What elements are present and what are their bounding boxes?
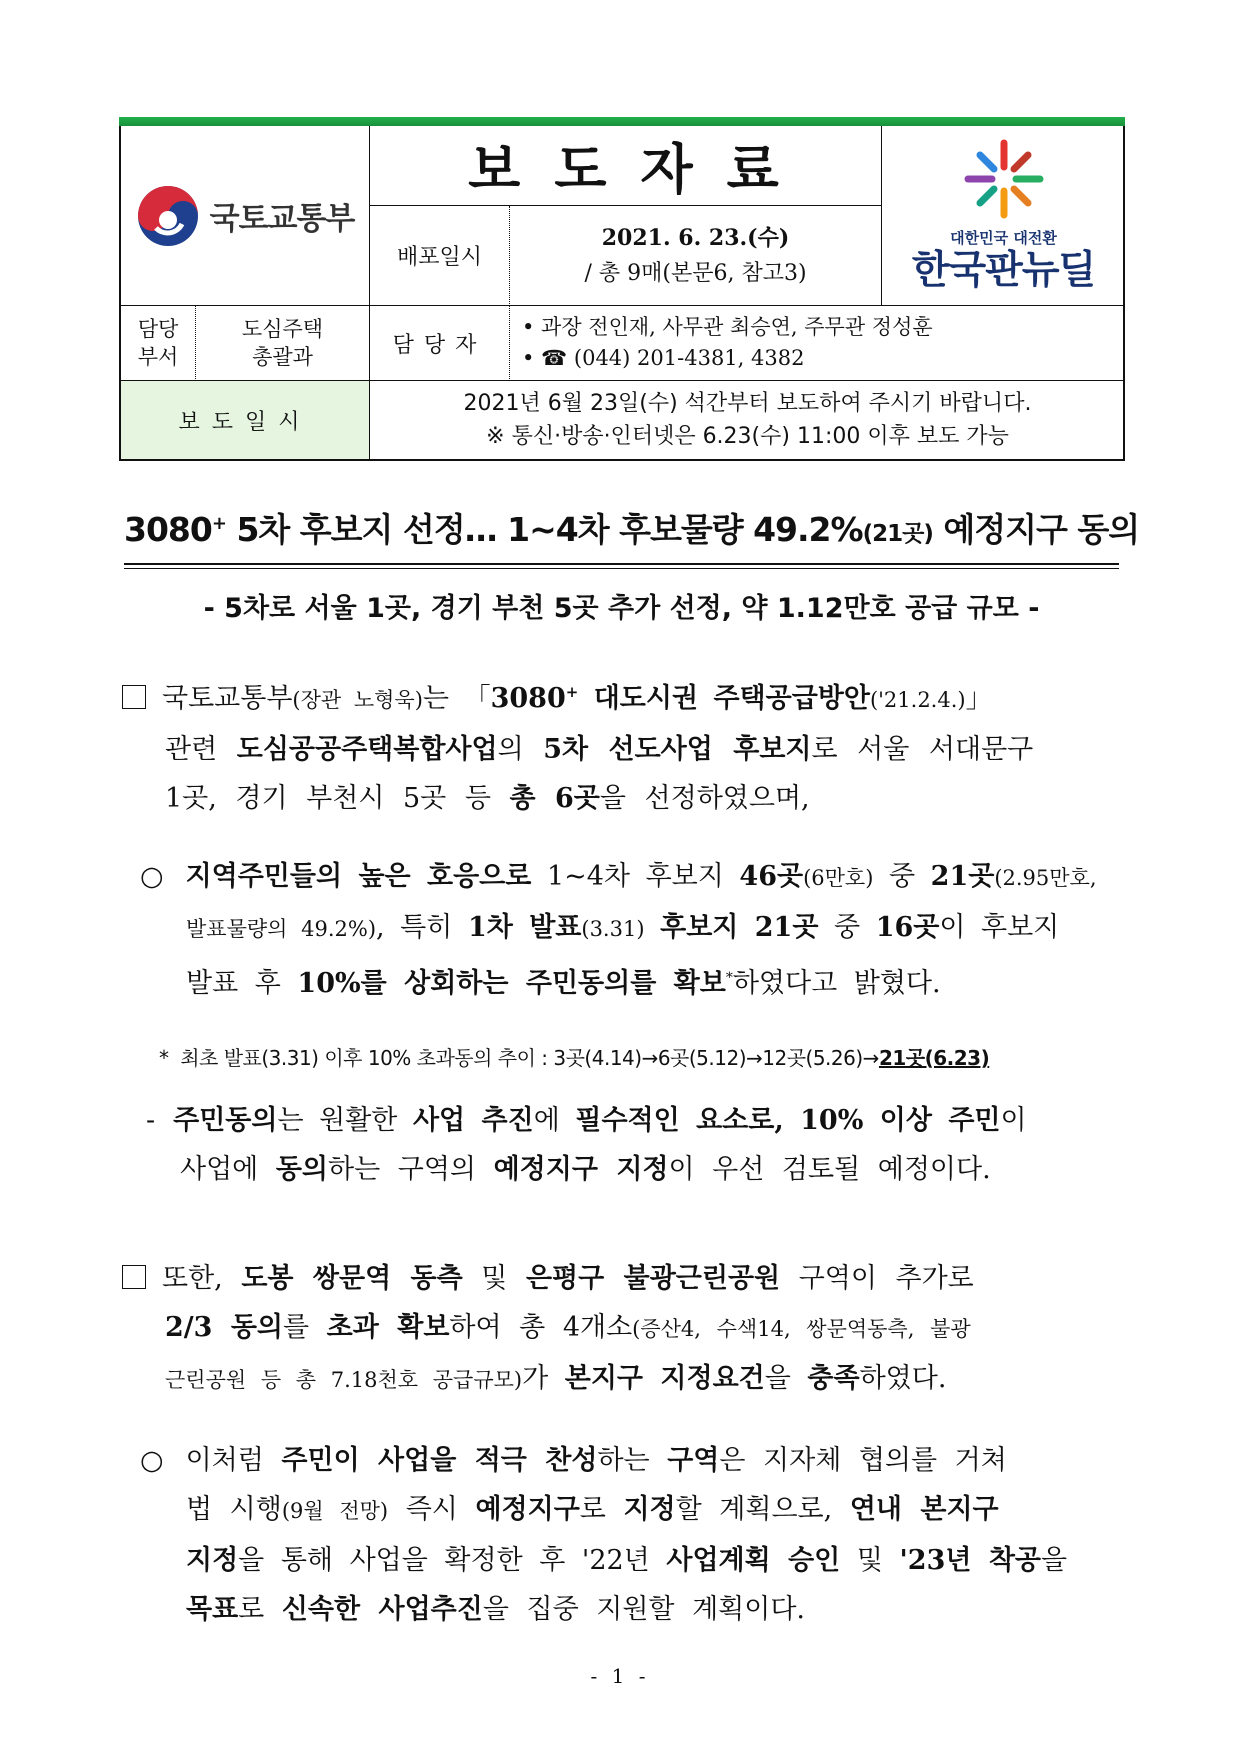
dept-value-line-2: 총괄과 bbox=[252, 345, 313, 369]
brand-title: 한국판뉴딜 bbox=[911, 248, 1096, 293]
headline-double-rule bbox=[124, 563, 1119, 569]
distribution-info bbox=[510, 206, 881, 306]
paragraph-1-bullet: ○ 지역주민들의 높은 호응으로 1~4차 후보지 46곳(6만호) 중 21곳(2.95만호, 발표물량의 49.2%), 특히 1차 발표(3.31) 후보지 21곳 중 16곳이 후보지 발표 후 10%를 상회하는 주민동의를 확보*하였다고 밝혔다. bbox=[140, 861, 1097, 999]
new-deal-logo-cell bbox=[881, 126, 1125, 306]
release-line-1: 2021년 6월 23일(수) 석간부터 보도하여 주시기 바랍니다. bbox=[463, 391, 1032, 416]
paragraph-1-dash: - 주민동의는 원활한 사업 추진에 필수적인 요소로, 10% 이상 주민이 사업에 동의하는 구역의 예정지구 지정이 우선 검토될 예정이다. bbox=[146, 1105, 1027, 1185]
release-info bbox=[370, 381, 1125, 459]
paragraph-1: 국토교통부(장관 노형욱)는 「3080+ 대도시권 주택공급방안('21.2.4.)」 관련 도심공공주택복합사업의 5차 선도사업 후보지로 서울 서대문구 1곳, 경기 부천시 5곳 등 총 6곳을 선정하였으며, bbox=[122, 668, 1125, 823]
contact-info bbox=[510, 306, 1125, 381]
dept-value bbox=[196, 306, 370, 381]
paragraph-2: 또한, 도봉 쌍문역 동측 및 은평구 불광근린공원 구역이 추가로 2/3 동의를 초과 확보하여 총 4개소(증산4, 수색14, 쌍문역동측, 불광 근린공원 등 총 7.18천호 공급규모)가 본지구 지정요건을 충족하였다. bbox=[122, 1254, 1125, 1405]
press-release-header bbox=[119, 117, 1125, 461]
checkbox-bullet-icon bbox=[122, 685, 146, 709]
header-grid bbox=[119, 126, 1125, 461]
dept-label bbox=[121, 306, 196, 381]
contact-phone: • ☎ (044) 201-4381, 4382 bbox=[522, 346, 805, 370]
distribution-label: 배포일시 bbox=[370, 206, 510, 306]
circle-bullet-icon: ○ bbox=[140, 861, 164, 892]
distribution-date: 2021. 6. 23.(수) bbox=[601, 224, 790, 251]
release-label: 보도일시 bbox=[121, 381, 370, 459]
dept-label-line-1: 담당 bbox=[137, 317, 179, 341]
paragraph-2-bullet: ○ 이처럼 주민이 사업을 적극 찬성하는 구역은 지자체 협의를 거쳐 법 시행(9월 전망) 즉시 예정지구로 지정할 계획으로, 연내 본지구 지정을 통해 사업을 확정한 후 '22년 사업계획 승인 및 '23년 착공을 목표로 신속한 사업추진을 집중 지원할 계획이다. bbox=[140, 1445, 1068, 1625]
release-line-2: ※ 통신·방송·인터넷은 6.23(수) 11:00 이후 보도 가능 bbox=[486, 424, 1009, 449]
circle-bullet-icon: ○ bbox=[140, 1445, 164, 1476]
new-deal-star-icon bbox=[962, 137, 1046, 221]
checkbox-bullet-icon bbox=[122, 1265, 146, 1289]
headline bbox=[124, 504, 1140, 551]
headline-post: 예정지구 동의 bbox=[932, 510, 1140, 549]
header-green-rule bbox=[119, 117, 1125, 126]
brand-subtitle: 대한민국 대전환 bbox=[950, 229, 1057, 247]
ministry-name: 국토교통부 bbox=[209, 201, 355, 237]
press-release-title: 보도자료 bbox=[370, 126, 881, 206]
contact-label: 담당자 bbox=[370, 306, 510, 381]
contact-people: • 과장 전인재, 사무관 최승연, 주무관 정성훈 bbox=[522, 315, 933, 339]
subheadline: - 5차로 서울 1곳, 경기 부천 5곳 추가 선정, 약 1.12만호 공급 규모 - bbox=[203, 593, 1040, 624]
dept-label-line-2: 부서 bbox=[137, 345, 179, 369]
ministry-logo-cell bbox=[121, 126, 370, 306]
dept-value-line-1: 도심주택 bbox=[241, 317, 324, 341]
headline-sup: + bbox=[211, 513, 226, 534]
headline-pre: 3080 bbox=[124, 510, 212, 549]
ministry-logo bbox=[136, 184, 355, 248]
taegeuk-emblem-icon bbox=[136, 184, 200, 248]
headline-mid: 5차 후보지 선정… 1~4차 후보물량 49.2% bbox=[225, 510, 863, 549]
headline-small: (21곳) bbox=[862, 521, 933, 547]
footnote: * 최초 발표(3.31) 이후 10% 초과동의 추이 : 3곳(4.14)→6곳(5.12)→12곳(5.26)→21곳(6.23) bbox=[159, 1046, 990, 1070]
page-number: - 1 - bbox=[590, 1664, 650, 1688]
distribution-pages: / 총 9매(본문6, 참고3) bbox=[584, 260, 807, 286]
